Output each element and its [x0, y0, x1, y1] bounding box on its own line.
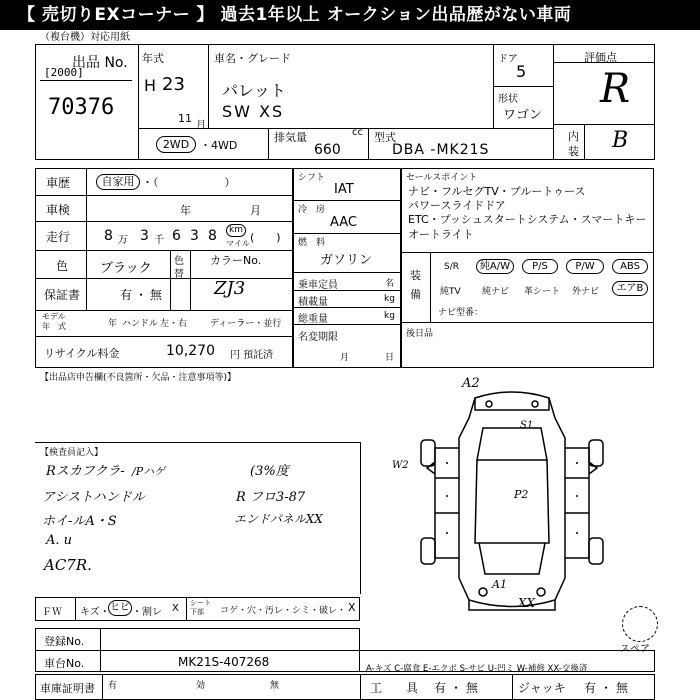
exclusive-banner: 【 売切りEXコーナー 】 過去1年以上 オークション出品歴がない車両: [0, 0, 700, 30]
shift-value: IAT: [334, 182, 354, 197]
lot-label: 出品 No.: [72, 55, 128, 71]
score-label: 評価点: [584, 51, 617, 64]
inspector-label: 【検査員記入】: [40, 448, 104, 458]
seat-x: X: [348, 601, 356, 614]
year-value: 23: [162, 74, 185, 95]
fw-label: ＦＷ: [42, 607, 62, 618]
inspector-note-1: Rスカフクラ-: [46, 464, 125, 479]
doors-label: ドア: [498, 54, 518, 65]
inspector-note-8: エンドパネルXX: [234, 512, 323, 526]
mileage-mile: マイル: [226, 239, 250, 248]
model-name: パレット: [222, 81, 286, 100]
mileage-paren: ( ): [250, 231, 281, 244]
model-year-label-2: 年 式: [42, 322, 66, 331]
color-no-value: ZJ3: [214, 278, 246, 299]
shape-value: ワゴン: [503, 108, 543, 123]
dealer-import: ディーラー・並行: [210, 319, 282, 329]
load-label: 積載量: [298, 297, 328, 308]
cert-label: 車庫証明書: [40, 682, 95, 695]
displacement-unit: cc: [352, 127, 363, 138]
color-label: 色: [56, 259, 69, 273]
expiry-day: 日: [385, 353, 395, 363]
damage-xx: XX: [518, 596, 536, 610]
history-private-selected: 自家用: [96, 174, 140, 190]
seat-label-1: シート: [190, 599, 211, 607]
recycle-label: リサイクル料金: [44, 347, 120, 360]
expiry-month: 月: [340, 353, 350, 363]
jack-value: 有・無: [584, 681, 633, 695]
year-month: 11: [178, 112, 192, 125]
inspection-year: 年: [180, 204, 191, 217]
inspector-note-3: ホイ-ルA・S: [42, 514, 117, 529]
equip-navi: 純ナビ: [482, 287, 510, 297]
car-damage-diagram: [405, 378, 620, 623]
cert-valid: 効: [196, 681, 206, 691]
damage-a2: A2: [462, 376, 480, 391]
color-value: ブラック: [100, 261, 152, 276]
mileage-d3: 6: [172, 228, 181, 244]
cert-none: 無: [270, 681, 280, 691]
sales-points-label: セールスポイント: [406, 173, 478, 183]
seat-text: コゲ・穴・汚レ・シミ・破レ・: [220, 606, 347, 616]
navi-model-label: ナビ型番：: [438, 308, 484, 318]
seat-label-2: 下部: [190, 608, 204, 616]
interior-value: B: [612, 128, 629, 153]
equip-pw-selected: P/W: [566, 259, 604, 274]
expiry-label: 名変期限: [298, 332, 338, 343]
equip-sr: S/R: [444, 262, 459, 272]
mileage-d4: 3: [190, 228, 199, 244]
equipment-label-2: 備: [410, 288, 421, 301]
damage-s1: S1: [520, 420, 534, 431]
mileage-d2: 3: [140, 228, 149, 244]
equip-tv: 純TV: [440, 287, 461, 297]
seller-note-label: 【出品店申告欄(不良箇所・欠品・注意事項等)】: [40, 373, 237, 383]
fuel-label: 燃 料: [298, 238, 326, 248]
equip-alloy-selected: 純A/W: [476, 259, 514, 274]
jack-label: ジャッキ: [518, 681, 566, 695]
color-change-label-1: 色: [174, 256, 184, 267]
color-no-label: カラーNo.: [210, 254, 262, 267]
fw-crack-circled: ヒビ: [108, 600, 132, 616]
shape-label: 形状: [498, 94, 518, 105]
inspector-note-4: A. u: [46, 533, 73, 548]
lot-year-stamp: [2000]: [44, 66, 84, 79]
aircon-label: 冷 房: [298, 205, 326, 215]
model-year-label-1: モデル: [42, 312, 66, 321]
recycle-unit: 円 預託済: [230, 350, 274, 361]
equipment-label-1: 装: [410, 269, 421, 282]
equip-airbag-selected: エアB: [612, 281, 648, 296]
chassis-value: MK21S-407268: [178, 655, 270, 669]
vehicle-info-block: [35, 168, 293, 368]
inspector-note-6: (3%度: [250, 464, 289, 479]
damage-legend: A-キズ C-腐食 E-エクボ S-サビ U-凹ミ W-補修 XX-交換済: [366, 664, 588, 674]
fw-text-1: キズ・: [80, 607, 110, 618]
damage-a1: A1: [492, 578, 507, 591]
sales-point-4: オートライト: [408, 228, 474, 241]
damage-p: P2: [514, 488, 529, 501]
cert-yes: 有: [108, 681, 118, 691]
warranty-value: 有・無: [120, 288, 166, 302]
spare-wheel-icon: [622, 606, 658, 642]
inspection-month: 月: [250, 204, 261, 217]
model-grade: SW XS: [222, 102, 285, 121]
mileage-u1: 万: [118, 235, 128, 246]
handle-label: ハンドル: [122, 319, 159, 329]
load-unit: kg: [384, 294, 395, 304]
interior-label-1: 内: [568, 130, 579, 143]
sales-point-2: パワースライドドア: [408, 199, 506, 212]
year-month-unit: 月: [196, 120, 206, 131]
damage-w2: W2: [392, 460, 409, 471]
history-label: 車歴: [46, 176, 71, 190]
form-note: （複台機）対応用紙: [40, 32, 130, 43]
equip-abs-selected: ABS: [612, 259, 648, 274]
fw-x: X: [172, 603, 179, 614]
aftermarket-label: 後日品: [406, 329, 434, 339]
fuel-value: ガソリン: [320, 253, 373, 268]
model-year-year: 年: [108, 319, 118, 329]
aircon-value: AAC: [330, 215, 357, 230]
mileage-label: 走行: [46, 230, 71, 244]
drive-4wd-text: 4WD: [211, 139, 238, 152]
inspector-note-1b: /Pハゲ: [132, 465, 166, 478]
handle-value: 左・右: [160, 319, 188, 329]
equip-leather: 革シート: [524, 287, 561, 297]
year-era: H: [144, 76, 157, 95]
type-label: 型式: [374, 131, 396, 144]
sales-point-3: ETC・プッシュスタートシステム・スマートキー: [408, 213, 647, 226]
chassis-label: 車台No.: [44, 657, 85, 670]
sales-point-1: ナビ・フルセグTV・ブルートゥース: [408, 185, 586, 198]
drive-2wd-selected: 2WD: [156, 136, 196, 153]
inspector-note-7: R フロ3-87: [236, 490, 306, 505]
interior-label-2: 装: [568, 145, 579, 158]
displacement-label: 排気量: [274, 131, 307, 144]
mileage-km-selected: km: [226, 224, 246, 237]
weight-label: 総重量: [298, 314, 328, 325]
equip-ext-navi: 外ナビ: [572, 287, 600, 297]
color-change-label-2: 替: [174, 269, 184, 280]
capacity-unit: 名: [385, 279, 395, 289]
doors-value: 5: [516, 62, 527, 81]
year-label: 年式: [142, 52, 164, 65]
mileage-d1: 8: [104, 228, 113, 244]
mileage-d5: 8: [208, 228, 217, 244]
mileage-u2: 千: [154, 235, 164, 246]
drive-4wd: ・4WD: [200, 139, 238, 152]
history-rest: ・（ ）: [142, 176, 236, 189]
equip-ps-selected: P/S: [522, 259, 558, 274]
recycle-value: 10,270: [166, 343, 215, 359]
lot-number: 70376: [48, 95, 115, 120]
fw-text-3: ・割レ: [132, 607, 162, 618]
warranty-label: 保証書: [44, 288, 81, 302]
shift-label: シフト: [298, 173, 326, 183]
model-label: 車名・グレード: [214, 52, 291, 65]
spare-label: スペア: [620, 644, 650, 655]
weight-unit: kg: [384, 311, 395, 321]
type-value: DBA -MK21S: [392, 142, 490, 158]
inspection-label: 車検: [46, 203, 71, 217]
registration-label: 登録No.: [44, 635, 85, 648]
displacement-value: 660: [314, 142, 341, 158]
inspector-note-2: アシストハンドル: [42, 490, 145, 505]
capacity-label: 乗車定員: [298, 280, 338, 291]
tools-label: 工 具: [370, 681, 419, 695]
tools-value: 有・無: [434, 681, 483, 695]
score-value: R: [600, 66, 631, 112]
inspector-note-5: AC7R.: [44, 556, 92, 574]
